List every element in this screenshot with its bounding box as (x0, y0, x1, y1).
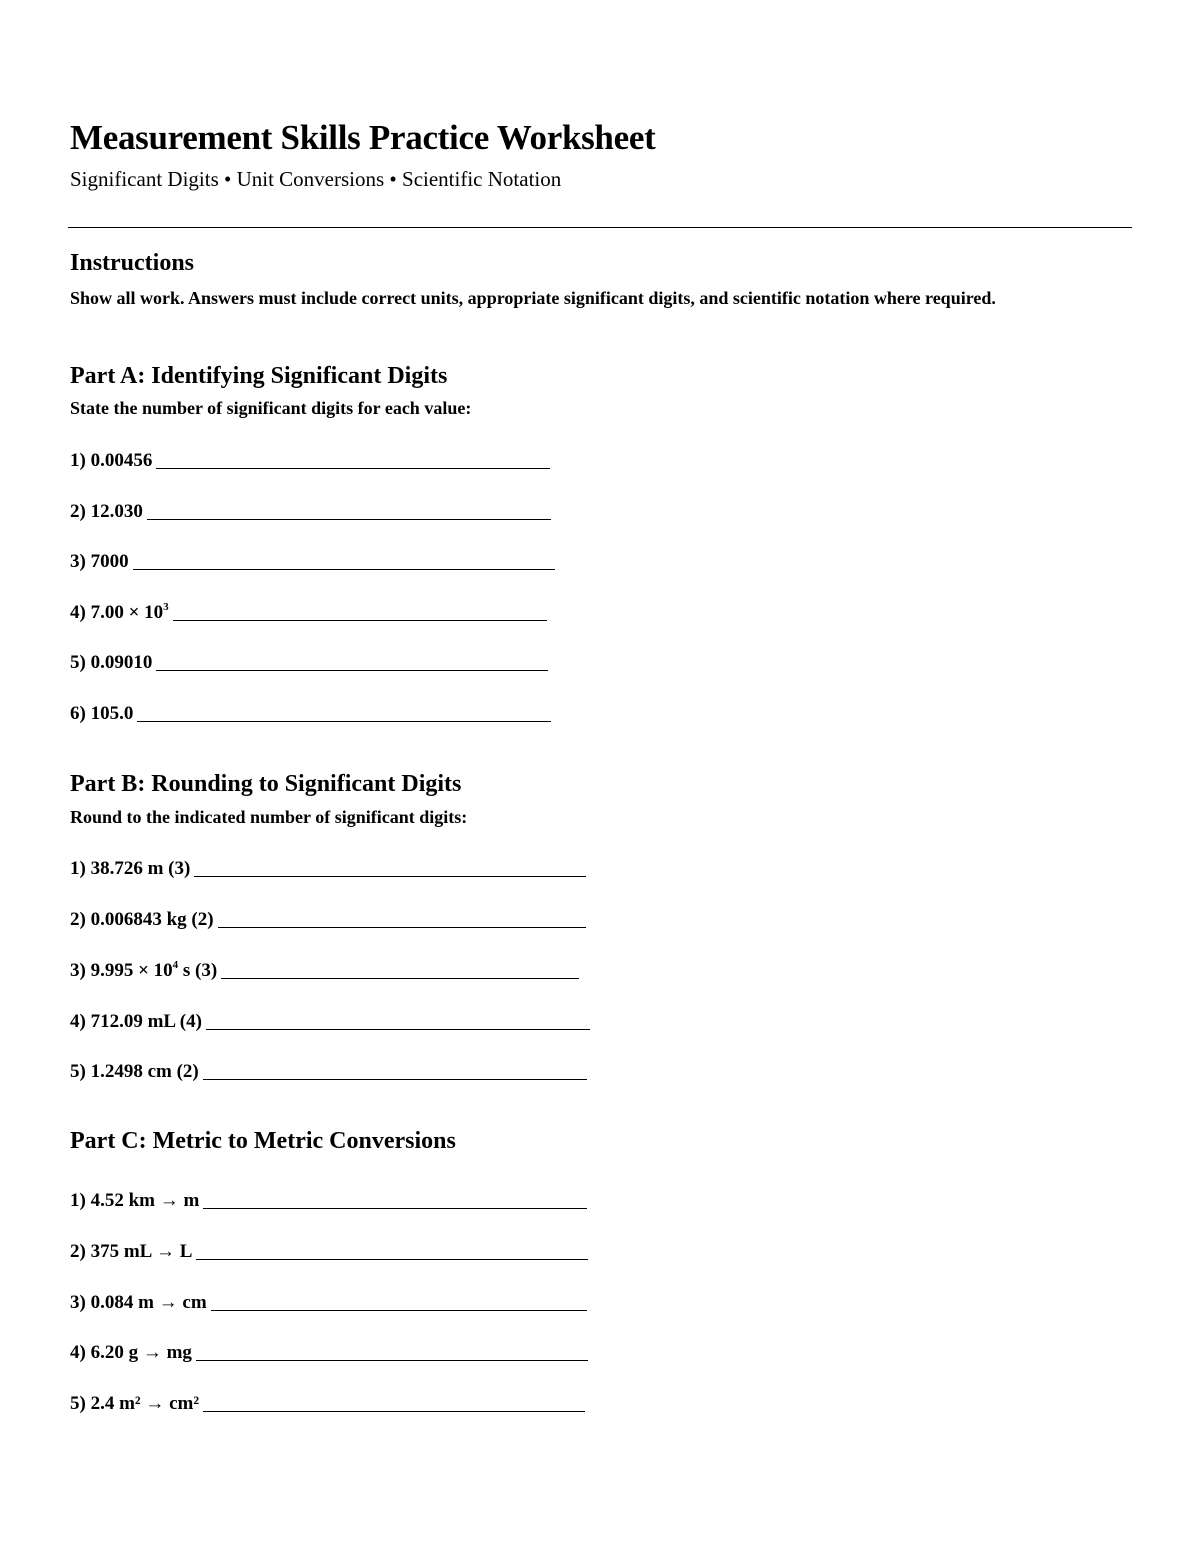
answer-blank[interactable] (196, 1360, 588, 1361)
part-c-item-2 (70, 1237, 588, 1263)
part-a-item-5 (70, 648, 548, 674)
part-a-prompt: State the number of significant digits for each value: (70, 398, 472, 418)
answer-blank[interactable] (137, 721, 551, 722)
worksheet-subtitle: Significant Digits • Unit Conversions • Scientific Notation (70, 167, 562, 191)
question-label: 5) 1.2498 cm (2) (70, 1061, 199, 1082)
question-label: 5) 0.09010 (70, 652, 153, 673)
question-label: 5) 2.4 m² → cm² (70, 1393, 200, 1414)
part-a-heading: Part A: Identifying Significant Digits (70, 363, 448, 389)
part-c-heading: Part C: Metric to Metric Conversions (70, 1128, 456, 1154)
part-b-item-2 (70, 905, 586, 931)
question-label: 2) 375 mL → L (70, 1241, 193, 1262)
part-c-item-5 (70, 1389, 585, 1415)
question-label: 1) 4.52 km → m (70, 1190, 200, 1211)
answer-blank[interactable] (133, 569, 555, 570)
instructions-text: Show all work. Answers must include correct units, appropriate significant digits, and scientific notation where required. (70, 288, 996, 308)
answer-blank[interactable] (194, 876, 586, 877)
question-label: 4) $7.00 \times 10^3$ (70, 601, 169, 623)
question-label: 3) $9.995 \times 10^4$ s (3) (70, 959, 218, 981)
answer-blank[interactable] (173, 620, 547, 621)
question-label: 4) 6.20 g → mg (70, 1342, 192, 1363)
part-b-item-5 (70, 1057, 587, 1083)
header-divider (68, 227, 1132, 228)
part-b-item-1 (70, 854, 586, 880)
question-label: 3) 7000 (70, 551, 129, 572)
answer-blank[interactable] (206, 1029, 590, 1030)
answer-blank[interactable] (221, 978, 579, 979)
question-label: 2) 12.030 (70, 501, 143, 522)
question-label: 4) 712.09 mL (4) (70, 1011, 202, 1032)
answer-blank[interactable] (156, 468, 550, 469)
question-label: 1) 0.00456 (70, 450, 153, 471)
question-label: 1) 38.726 m (3) (70, 858, 191, 879)
part-b-item-4 (70, 1007, 590, 1033)
answer-blank[interactable] (211, 1310, 587, 1311)
part-b-heading: Part B: Rounding to Significant Digits (70, 771, 462, 797)
instructions-heading: Instructions (70, 250, 195, 276)
answer-blank[interactable] (156, 670, 548, 671)
part-b-item-3 (70, 956, 579, 982)
part-b-prompt: Round to the indicated number of significant digits: (70, 807, 468, 827)
question-label: 6) 105.0 (70, 703, 134, 724)
worksheet-title: Measurement Skills Practice Worksheet (70, 118, 656, 157)
part-a-item-6 (70, 699, 551, 725)
answer-blank[interactable] (203, 1079, 587, 1080)
part-a-item-2 (70, 497, 551, 523)
part-a-item-3 (70, 547, 555, 573)
answer-blank[interactable] (218, 927, 586, 928)
part-a-item-1 (70, 446, 550, 472)
part-c-item-1 (70, 1186, 587, 1212)
answer-blank[interactable] (147, 519, 551, 520)
part-c-item-4 (70, 1338, 588, 1364)
answer-blank[interactable] (196, 1259, 588, 1260)
question-label: 3) 0.084 m → cm (70, 1292, 207, 1313)
question-label: 2) 0.006843 kg (2) (70, 909, 214, 930)
answer-blank[interactable] (203, 1411, 585, 1412)
part-a-item-4 (70, 598, 547, 624)
part-c-item-3 (70, 1288, 587, 1314)
answer-blank[interactable] (203, 1208, 587, 1209)
